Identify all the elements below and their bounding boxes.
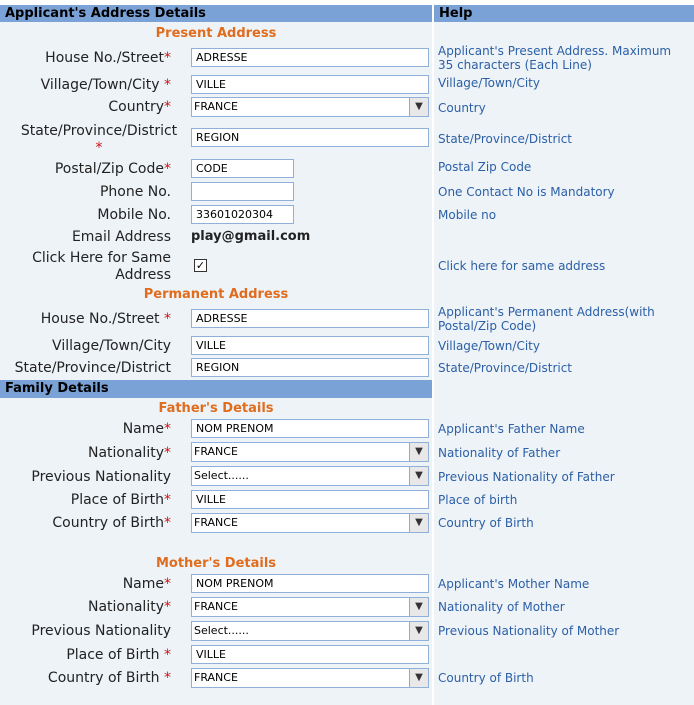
present-phone-input[interactable] [191, 182, 294, 201]
mother-cob-help: Country of Birth [438, 671, 534, 685]
chevron-down-icon[interactable]: ▼ [409, 467, 428, 485]
present-country-label: Country* [108, 99, 171, 115]
permanent-village-input[interactable]: VILLE [191, 336, 429, 355]
present-house-label: House No./Street* [45, 50, 171, 66]
chevron-down-icon[interactable]: ▼ [409, 598, 428, 616]
father-pob-label: Place of Birth* [70, 492, 171, 508]
mother-nationality-label: Nationality* [87, 599, 171, 615]
father-prev-nationality-select[interactable]: Select...... ▼ [191, 466, 429, 486]
permanent-village-label: Village/Town/City [52, 338, 171, 354]
present-state-help: State/Province/District [438, 132, 573, 146]
same-address-help: Click here for same address [438, 259, 606, 273]
chevron-down-icon[interactable]: ▼ [409, 98, 428, 116]
permanent-state-help: State/Province/District [438, 361, 573, 375]
present-mobile-help: Mobile no [438, 208, 497, 222]
present-postal-help: Postal Zip Code [438, 160, 532, 174]
chevron-down-icon[interactable]: ▼ [409, 622, 428, 640]
present-village-help: Village/Town/City [438, 76, 540, 90]
present-village-label: Village/Town/City * [40, 77, 171, 93]
mother-prev-nationality-help: Previous Nationality of Mother [438, 624, 620, 638]
present-village-input[interactable]: VILLE [191, 75, 429, 94]
present-state-input[interactable]: REGION [191, 128, 429, 147]
father-cob-select[interactable]: FRANCE ▼ [191, 513, 429, 533]
same-address-checkbox[interactable]: ✓ [195, 259, 206, 272]
mother-cob-select[interactable]: FRANCE ▼ [191, 668, 429, 688]
mother-name-label: Name* [122, 576, 171, 592]
father-pob-input[interactable]: VILLE [191, 490, 429, 509]
permanent-state-label: State/Province/District [14, 360, 171, 376]
permanent-village-help: Village/Town/City [438, 339, 540, 353]
father-name-label: Name* [122, 421, 171, 437]
help-header: Help [434, 5, 694, 22]
present-house-input[interactable]: ADRESSE [191, 48, 429, 67]
present-country-help: Country [438, 101, 486, 115]
address-details-header: Applicant's Address Details [0, 5, 432, 22]
present-email-label: Email Address [71, 229, 171, 245]
permanent-state-input[interactable]: REGION [191, 358, 429, 377]
permanent-house-help: Applicant's Permanent Address(with Postal/Zip Code) [438, 305, 655, 333]
present-mobile-input[interactable]: 33601020304 [191, 205, 294, 224]
present-country-select[interactable]: FRANCE ▼ [191, 97, 429, 117]
present-state-label: State/Province/District * [20, 123, 178, 156]
permanent-address-title: Permanent Address [143, 287, 289, 302]
present-postal-input[interactable]: CODE [191, 159, 294, 178]
present-email-value: play@gmail.com [191, 229, 311, 244]
family-details-header: Family Details [0, 380, 432, 398]
father-cob-label: Country of Birth* [52, 515, 171, 531]
father-pob-help: Place of birth [438, 493, 518, 507]
father-nationality-label: Nationality* [87, 445, 171, 461]
father-prev-nationality-help: Previous Nationality of Father [438, 470, 615, 484]
present-house-help: Applicant's Present Address. Maximum 35 characters (Each Line) [438, 44, 672, 72]
father-name-help: Applicant's Father Name [438, 422, 585, 436]
father-cob-help: Country of Birth [438, 516, 534, 530]
mother-nationality-help: Nationality of Mother [438, 600, 565, 614]
same-address-label: Click Here for Same Address [32, 250, 171, 283]
permanent-house-label: House No./Street * [40, 311, 171, 327]
mother-nationality-select[interactable]: FRANCE ▼ [191, 597, 429, 617]
permanent-house-input[interactable]: ADRESSE [191, 309, 429, 328]
father-prev-nationality-label: Previous Nationality [31, 469, 171, 485]
present-mobile-label: Mobile No. [97, 207, 171, 223]
father-name-input[interactable]: NOM PRENOM [191, 419, 429, 438]
mother-cob-label: Country of Birth * [47, 670, 171, 686]
chevron-down-icon[interactable]: ▼ [409, 443, 428, 461]
mother-prev-nationality-label: Previous Nationality [31, 623, 171, 639]
present-address-title: Present Address [155, 26, 277, 41]
chevron-down-icon[interactable]: ▼ [409, 669, 428, 687]
mother-pob-label: Place of Birth * [66, 647, 171, 663]
father-nationality-select[interactable]: FRANCE ▼ [191, 442, 429, 462]
mother-pob-input[interactable]: VILLE [191, 645, 429, 664]
present-postal-label: Postal/Zip Code* [54, 161, 171, 177]
mother-name-input[interactable]: NOM PRENOM [191, 574, 429, 593]
mother-details-title: Mother's Details [155, 556, 277, 571]
father-nationality-help: Nationality of Father [438, 446, 561, 460]
present-phone-help: One Contact No is Mandatory [438, 185, 615, 199]
present-phone-label: Phone No. [99, 184, 171, 200]
father-details-title: Father's Details [158, 401, 274, 416]
mother-name-help: Applicant's Mother Name [438, 577, 590, 591]
mother-prev-nationality-select[interactable]: Select...... ▼ [191, 621, 429, 641]
chevron-down-icon[interactable]: ▼ [409, 514, 428, 532]
